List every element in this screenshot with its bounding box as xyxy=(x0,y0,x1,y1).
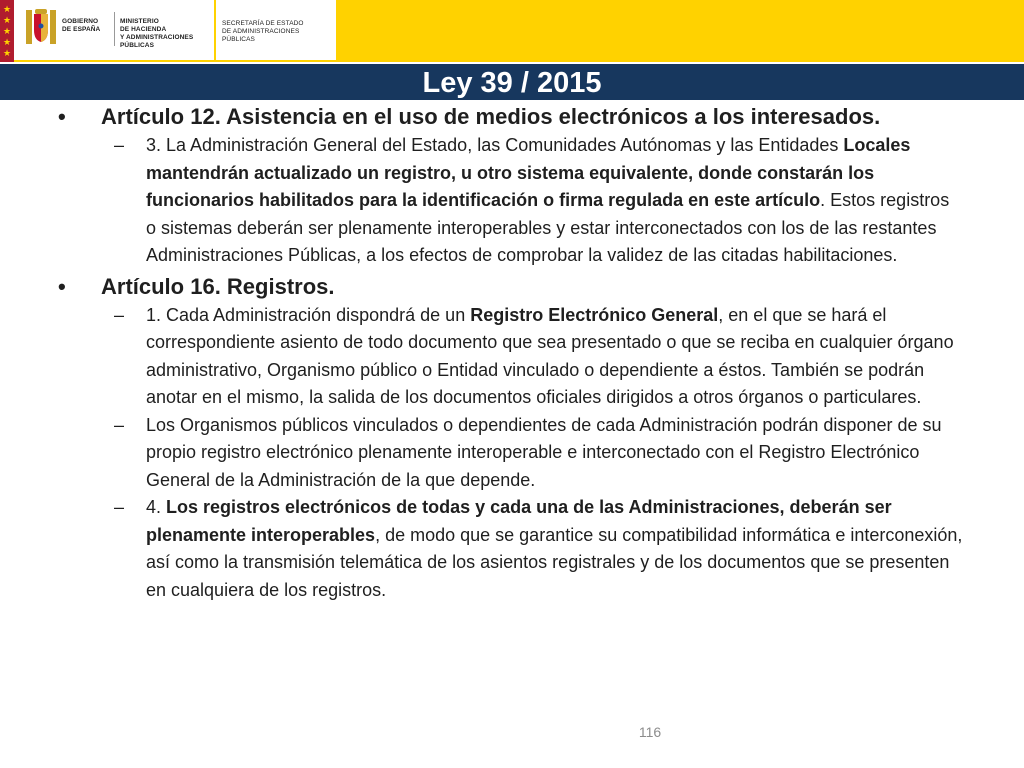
page-number: 116 xyxy=(638,724,662,740)
bullet-icon: • xyxy=(58,104,66,129)
bullet-icon: • xyxy=(58,273,66,299)
logo-divider xyxy=(114,12,115,46)
article-12-paragraph-3: – 3. La Administración General del Estado, las Comunidades Autónomas y las Entidades Locales mantendrán actualizado un registro, u otro sistema equivalente, donde constarán los funcionarios habilitados para la identificación o firma regulada en este artículo. Estos registros o sistemas deberán ser plenamente interoperables y estar interconectados con los de las restantes Administraciones Públicas, a los efectos de comprobar la validez de las citadas habilitaciones. xyxy=(54,132,964,270)
coat-of-arms-icon xyxy=(24,8,58,48)
dash-icon: – xyxy=(114,304,125,325)
article-12-heading: • Artículo 12. Asistencia en el uso de medios electrónicos a los interesados. xyxy=(54,102,964,132)
article-16-paragraph-organismos: – Los Organismos públicos vinculados o dependientes de cada Administración podrán disponer de su propio registro electrónico plenamente interoperable e interconectado con el Registro Electrónico General de la Administración de la que depende. xyxy=(54,412,964,495)
article-16-paragraph-1: – 1. Cada Administración dispondrá de un Registro Electrónico General, en el que se hará el correspondiente asiento de todo documento que sea presentado o que se reciba en cualquier órgano administrativo, Organismo público o Entidad vinculado o dependiente a éstos. También se podrán anotar en el mismo, la salida de los documentos oficiales dirigidos a otros órganos o particulares. xyxy=(54,302,964,412)
title-bar xyxy=(0,62,1024,100)
government-name: GOBIERNO DE ESPAÑA xyxy=(62,18,101,33)
eu-flag-stripe xyxy=(0,0,14,62)
secretaria-name: SECRETARÍA DE ESTADO DE ADMINISTRACIONES PÚBLICAS xyxy=(222,20,304,43)
government-logo xyxy=(14,0,214,60)
secretaria-logo xyxy=(216,0,336,60)
dash-icon: – xyxy=(114,135,125,155)
dash-icon: – xyxy=(114,414,125,435)
ministry-name: MINISTERIO DE HACIENDA Y ADMINISTRACIONES PÚBLICAS xyxy=(120,18,194,49)
slide-body xyxy=(54,100,964,604)
article-16-paragraph-4: – 4. Los registros electrónicos de todas y cada una de las Administraciones, deberán ser plenamente interoperables, de modo que se garantice su compatibilidad informática e interconexión, así como la transmisión telemática de los asientos registrales y de los documentos que se presenten en cualquiera de los registros. xyxy=(54,494,964,604)
dash-icon: – xyxy=(114,497,125,517)
slide-title: Ley 39 / 2015 xyxy=(422,67,602,99)
header-band xyxy=(0,0,1024,62)
star-icon: ★ ★ ★ ★ ★ xyxy=(2,4,12,58)
article-16-heading: • Artículo 16. Registros. xyxy=(54,272,964,302)
